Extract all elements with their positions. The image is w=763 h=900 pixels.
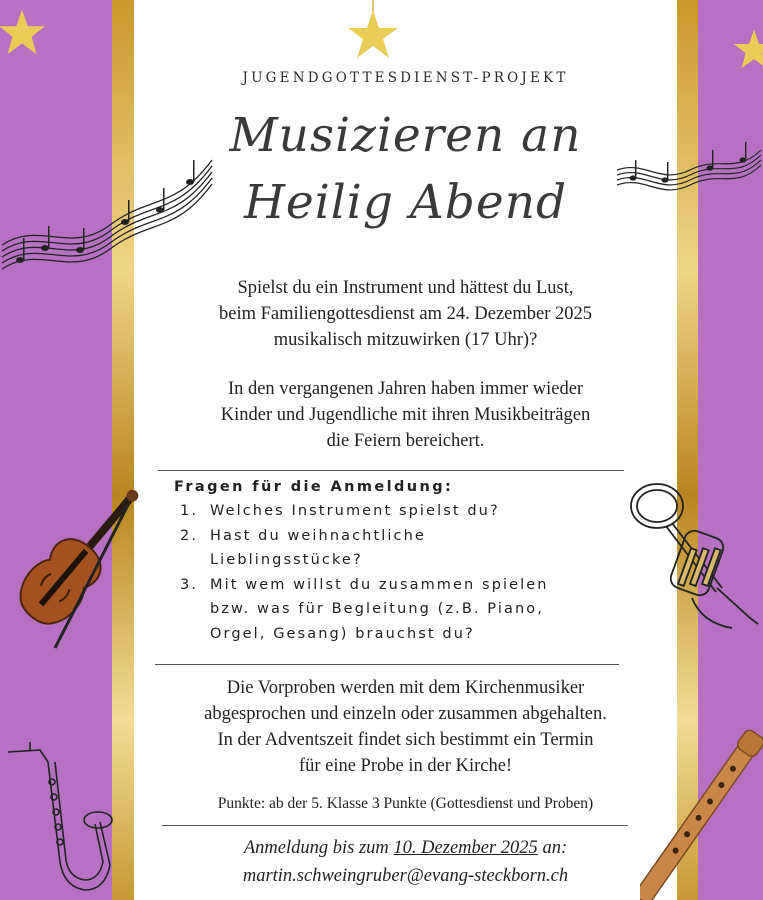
divider: [155, 664, 619, 665]
signup-suffix: an:: [542, 838, 568, 858]
star-icon: [733, 28, 763, 70]
item-text: [210, 573, 644, 647]
violin-icon: [0, 485, 140, 655]
list-item: [174, 499, 644, 524]
history-line: die Feiern bereichert.: [326, 431, 485, 451]
star-icon: [0, 8, 46, 56]
item-line: Hast du weihnachtliche: [210, 527, 426, 544]
intro-line: musikalisch mitzuwirken (17 Uhr)?: [273, 330, 538, 350]
intro-line: beim Familiengottesdienst am 24. Dezember 2025: [219, 304, 592, 324]
project-label: JUGENDGOTTESDIENST-PROJEKT: [242, 70, 569, 86]
signup-deadline-date: 10. Dezember 2025: [393, 838, 538, 858]
rehearsal-line: In der Adventszeit findet sich bestimmt ein Termin: [217, 730, 594, 750]
item-line: Mit wem willst du zusammen spielen: [210, 576, 549, 593]
title-line-1: Musizieren an: [229, 108, 582, 163]
questions-section: [174, 479, 644, 646]
intro-line: Spielst du ein Instrument und hättest du Lust,: [237, 278, 574, 298]
item-text: [210, 524, 644, 573]
signup-prefix: Anmeldung bis zum: [243, 838, 389, 858]
signup-email[interactable]: martin.schweingruber@evang-steckborn.ch: [242, 866, 569, 886]
divider: [162, 825, 628, 826]
points-note: Punkte: ab der 5. Klasse 3 Punkte (Gottesdienst und Proben): [217, 795, 594, 812]
signup-deadline: [134, 838, 677, 859]
star-icon: [344, 0, 402, 64]
list-item: [174, 524, 644, 573]
divider: [158, 470, 624, 471]
intro-paragraph: [134, 275, 677, 353]
rehearsal-line: abgesprochen und einzeln oder zusammen abgehalten.: [204, 704, 607, 724]
item-number: 1.: [180, 503, 199, 519]
item-line: Lieblingsstücke?: [210, 552, 363, 568]
item-line: bzw. was für Begleitung (z.B. Piano,: [210, 601, 544, 617]
history-line: Kinder und Jugendliche mit ihren Musikbeiträgen: [220, 405, 591, 425]
item-line: Welches Instrument spielst du?: [210, 503, 500, 519]
item-number: 2.: [180, 527, 199, 544]
history-paragraph: [134, 376, 677, 454]
item-number: 3.: [180, 576, 199, 593]
rehearsal-line: für eine Probe in der Kirche!: [298, 756, 513, 776]
rehearsal-paragraph: [134, 675, 677, 779]
rehearsal-line: Die Vorproben werden mit dem Kirchenmusiker: [226, 678, 585, 698]
questions-heading: Fragen für die Anmeldung:: [174, 479, 454, 495]
item-text: [210, 499, 644, 524]
saxophone-icon: [0, 742, 120, 900]
title-line-2: Heilig Abend: [243, 175, 568, 230]
list-item: [174, 573, 644, 647]
item-line: Orgel, Gesang) brauchst du?: [210, 625, 475, 642]
history-line: In den vergangenen Jahren haben immer wieder: [227, 379, 584, 399]
